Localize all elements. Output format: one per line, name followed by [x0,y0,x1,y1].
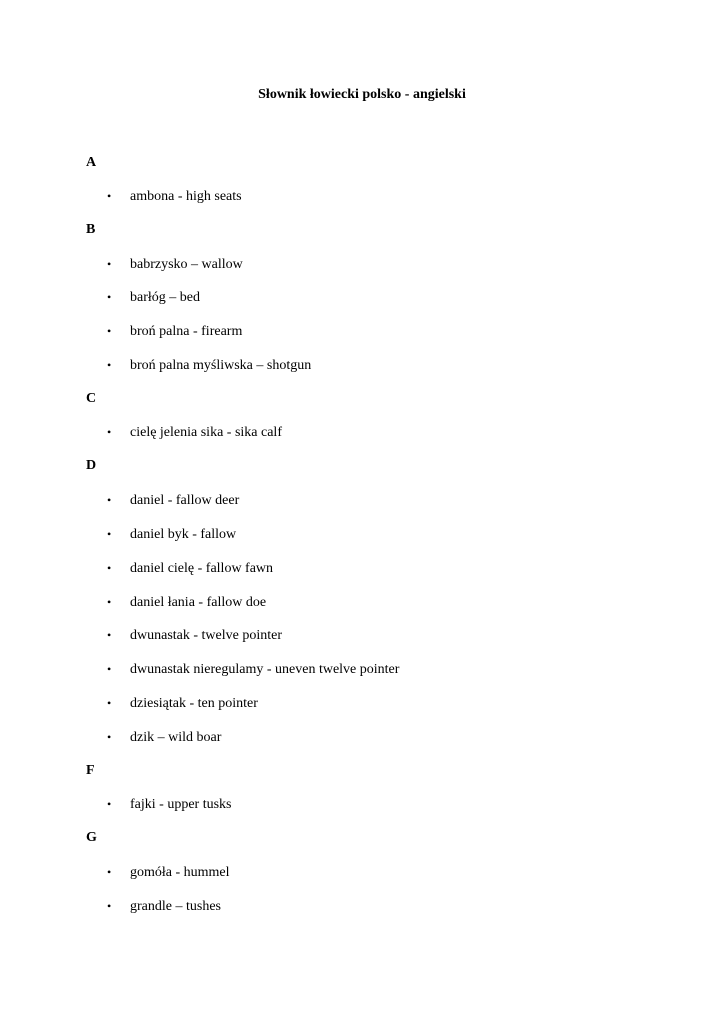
list-item [107,255,243,274]
entry-text: fajki - upper tusks [130,797,232,812]
list-item [107,322,242,341]
bullet-icon: • [107,797,112,811]
section-letter-g: G [86,830,97,845]
section-letter-f: F [86,763,95,778]
entry-text: broń palna - firearm [130,324,243,339]
bullet-icon: • [107,899,112,913]
list-item [107,559,273,578]
list-item [107,626,282,645]
bullet-icon: • [107,358,112,372]
entry-text: ambona - high seats [130,189,242,204]
list-item [107,660,399,679]
list-item [107,356,311,375]
entry-text: gomóła - hummel [130,865,230,880]
list-item [107,423,282,442]
bullet-icon: • [107,628,112,642]
bullet-icon: • [107,425,112,439]
section-letter-a: A [86,155,97,170]
bullet-icon: • [107,696,112,710]
section-letter-c: C [86,391,97,406]
entry-text: daniel byk - fallow [130,527,237,542]
entry-text: grandle – tushes [130,899,221,914]
list-item [107,694,258,713]
list-item [107,288,200,307]
entry-text: barłóg – bed [130,290,200,305]
list-item [107,491,239,510]
bullet-icon: • [107,324,112,338]
bullet-icon: • [107,662,112,676]
entry-text: dwunastak - twelve pointer [130,628,283,643]
entry-text: daniel - fallow deer [130,493,240,508]
list-item [107,525,236,544]
entry-text: cielę jelenia sika - sika calf [130,425,282,440]
entry-text: dzik – wild boar [130,730,222,745]
list-item [107,897,221,916]
entry-text: daniel łania - fallow doe [130,595,267,610]
bullet-icon: • [107,189,112,203]
bullet-icon: • [107,493,112,507]
entry-text: broń palna myśliwska – shotgun [130,358,312,373]
section-letter-d: D [86,458,97,473]
document-title: Słownik łowiecki polsko - angielski [258,87,466,102]
bullet-icon: • [107,561,112,575]
bullet-icon: • [107,865,112,879]
bullet-icon: • [107,527,112,541]
entry-text: babrzysko – wallow [130,257,243,272]
entry-text: daniel cielę - fallow fawn [130,561,274,576]
list-item [107,728,221,747]
list-item [107,863,230,882]
list-item [107,593,266,612]
entry-text: dziesiątak - ten pointer [130,696,258,711]
list-item [107,795,231,814]
bullet-icon: • [107,730,112,744]
bullet-icon: • [107,257,112,271]
list-item [107,187,242,206]
entry-text: dwunastak nieregulamy - uneven twelve pointer [130,662,400,677]
bullet-icon: • [107,595,112,609]
bullet-icon: • [107,290,112,304]
section-letter-b: B [86,222,96,237]
